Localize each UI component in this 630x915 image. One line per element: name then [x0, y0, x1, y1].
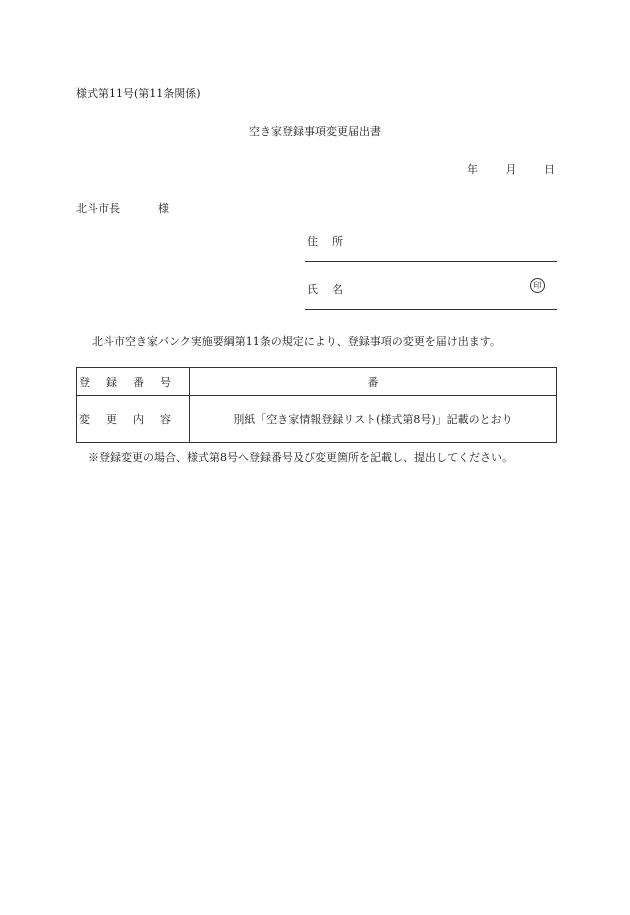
- registration-number-label: 登録番号: [77, 368, 190, 396]
- table-row: [77, 396, 557, 443]
- change-content-label: 変更内容: [77, 396, 190, 443]
- date-line: [467, 161, 555, 177]
- form-number: 様式第11号(第11条関係): [76, 87, 201, 100]
- footnote: ※登録変更の場合、様式第8号へ登録番号及び変更箇所を記載し、提出してください。: [88, 451, 513, 464]
- address-label: 住所: [307, 235, 357, 248]
- change-content-value[interactable]: 別紙「空き家情報登録リスト(様式第8号)」記載のとおり: [190, 396, 557, 443]
- table-row: [77, 368, 557, 396]
- addressee-name: 北斗市長: [76, 202, 120, 215]
- date-month: 月: [505, 163, 517, 176]
- address-underline: [305, 261, 557, 262]
- addressee: [76, 200, 169, 216]
- addressee-honorific: 様: [158, 202, 169, 215]
- document-title: 空き家登録事項変更届出書: [249, 125, 381, 138]
- name-underline: [305, 309, 557, 310]
- address-field[interactable]: [305, 222, 557, 262]
- body-text: 北斗市空き家バンク実施要綱第11条の規定により、登録事項の変更を届け出ます。: [92, 335, 501, 348]
- date-day: 日: [544, 163, 555, 176]
- registration-number-value[interactable]: 番: [190, 368, 557, 396]
- name-label: 氏名: [307, 283, 357, 296]
- seal-mark: 印: [530, 278, 545, 293]
- info-table: [76, 367, 557, 443]
- name-field[interactable]: [305, 270, 557, 310]
- date-year: 年: [467, 163, 478, 176]
